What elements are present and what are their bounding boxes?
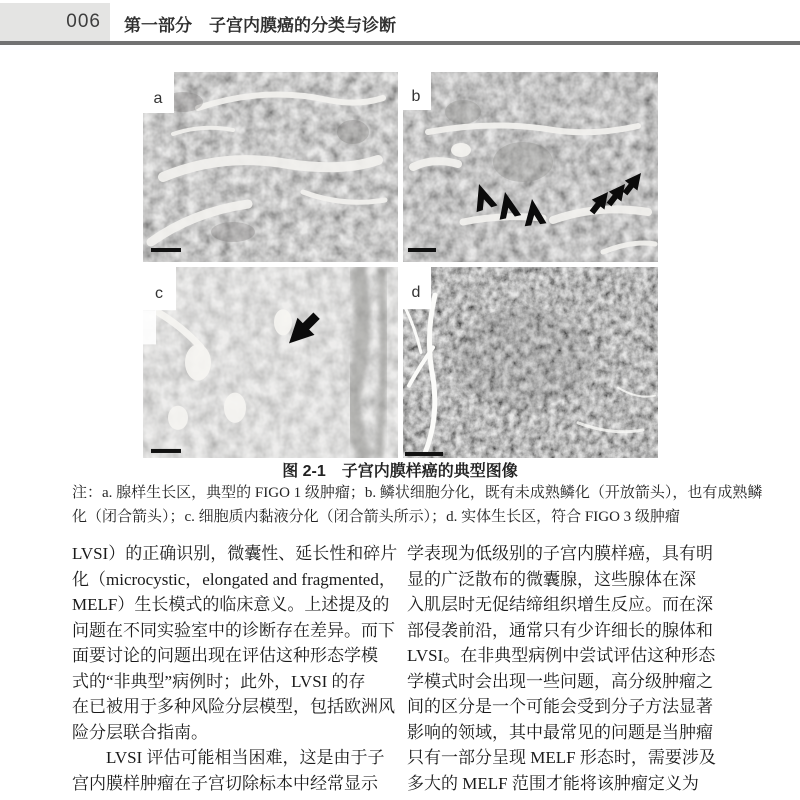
figure-note-line: 注：a. 腺样生长区，典型的 FIGO 1 级肿瘤；b. 鳞状细胞分化，既有未成熟鳞化（开放箭头），也有成熟鳞 xyxy=(72,485,763,501)
text-line: MELF）生长模式的临床意义。上述提及的 xyxy=(72,595,390,614)
label-notch-step xyxy=(143,310,156,344)
text-line: LVSI。在非典型病例中尝试评估这种形态 xyxy=(407,646,716,665)
text-line: 化（microcystic，elongated and fragmented， xyxy=(72,569,396,589)
gland-lumens xyxy=(451,143,471,157)
figure-panel-c xyxy=(143,267,398,458)
text-line: 式的“非典型”病例时；此外，LVSI 的存 xyxy=(72,671,366,691)
figure-note-line: 化（闭合箭头）；c. 细胞质内黏液分化（闭合箭头所示）；d. 实体生长区，符合 FIGO 3 级肿瘤 xyxy=(72,509,680,525)
histology-image-b xyxy=(403,72,658,262)
tissue-shading xyxy=(453,307,593,408)
scale-bar xyxy=(408,248,436,252)
text-line: LVSI 评估可能相当困难，这是由于子 xyxy=(72,748,385,767)
text-line: 学表现为低级别的子宫内膜样癌，具有明 xyxy=(407,544,713,563)
histology-image-c xyxy=(143,267,398,458)
text-line: 显的广泛散布的微囊腺，这些腺体在深 xyxy=(407,569,696,589)
figure-panel-b xyxy=(403,72,658,262)
text-line: 多大的 MELF 范围才能将该肿瘤定义为 xyxy=(407,773,699,793)
text-line: 部侵袭前沿，通常只有少许细长的腺体和 xyxy=(407,620,713,640)
page-number-box xyxy=(0,3,110,41)
scale-bar xyxy=(151,449,181,453)
page-number: 006 xyxy=(66,11,101,32)
scale-bar xyxy=(405,452,443,456)
panel-label-c: c xyxy=(155,284,163,303)
text-line: 宫内膜样肿瘤在子宫切除标本中经常显示 xyxy=(72,773,378,793)
body-right-column xyxy=(407,541,739,796)
section-title: 第一部分 子宫内膜癌的分类与诊断 xyxy=(124,16,396,35)
figure-panel-d xyxy=(403,267,658,458)
histology-image-d xyxy=(403,267,658,458)
panel-label-b: b xyxy=(411,88,421,105)
text-line: 问题在不同实验室中的诊断存在差异。而下 xyxy=(72,620,395,640)
figure-note xyxy=(72,481,763,529)
text-line: 只有一部分呈现 MELF 形态时，需要涉及 xyxy=(407,748,716,767)
text-line: 在已被用于多种风险分层模型，包括欧洲风 xyxy=(72,697,395,716)
text-line: 间的区分是一个可能会受到分子方法显著 xyxy=(407,697,713,716)
panel-label-d: d xyxy=(411,283,421,302)
body-left-column xyxy=(72,541,398,796)
text-line: 入肌层时无促结缔组织增生反应。而在深 xyxy=(407,595,713,614)
text-line: 影响的领域，其中最常见的问题是当肿瘤 xyxy=(407,722,713,742)
panel-label-a: a xyxy=(153,90,163,107)
figure-caption: 图 2-1 子宫内膜样癌的典型图像 xyxy=(282,463,518,480)
text-line: 学模式时会出现一些问题，高分级肿瘤之 xyxy=(407,671,713,691)
scale-bar xyxy=(151,248,181,252)
histology-image-a xyxy=(143,72,398,262)
text-line: 险分层联合指南。 xyxy=(72,722,208,742)
text-line: 面要讨论的问题出现在评估这种形态学模 xyxy=(72,646,378,665)
text-line: LVSI）的正确识别，微囊性、延长性和碎片 xyxy=(72,544,398,563)
figure-panel-a xyxy=(143,72,398,262)
header-rule xyxy=(0,41,800,45)
